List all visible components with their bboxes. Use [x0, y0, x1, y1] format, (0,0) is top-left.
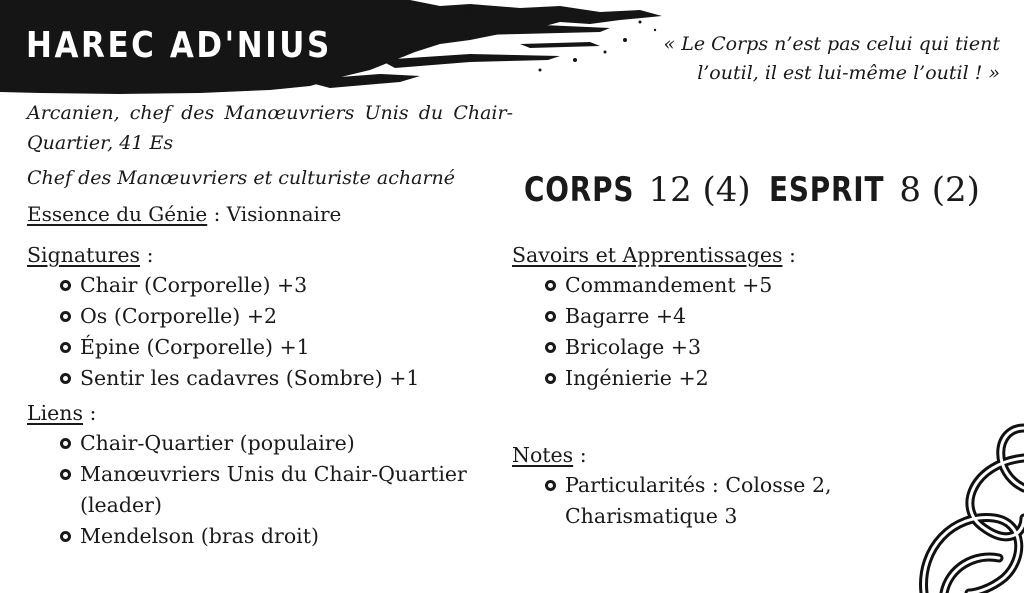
list-item: Manœuvriers Unis du Chair-Quartier (leader)	[60, 459, 500, 521]
ring-bullet-icon	[60, 280, 71, 291]
essence-value: : Visionnaire	[207, 202, 342, 226]
notes-section	[512, 440, 865, 532]
stats-line	[524, 168, 980, 212]
list-item: Épine (Corporelle) +1	[60, 332, 419, 363]
savoirs-heading: Savoirs et Apprentissages :	[512, 243, 796, 267]
ring-bullet-icon	[60, 311, 71, 322]
essence-label: Essence du Génie	[27, 202, 208, 226]
savoirs-section	[512, 240, 796, 394]
list-item: Chair (Corporelle) +3	[60, 270, 419, 301]
signatures-heading: Signatures :	[27, 243, 154, 267]
list-item: Bagarre +4	[545, 301, 796, 332]
list-item: Commandement +5	[545, 270, 796, 301]
ring-bullet-icon	[60, 469, 71, 480]
list-item: Os (Corporelle) +2	[60, 301, 419, 332]
ring-bullet-icon	[60, 438, 71, 449]
signatures-section	[27, 240, 419, 394]
ring-bullet-icon	[545, 311, 556, 322]
list-item: Chair-Quartier (populaire)	[60, 428, 500, 459]
corps-label: CORPS	[524, 170, 635, 210]
ring-bullet-icon	[545, 480, 556, 491]
notes-heading: Notes :	[512, 443, 587, 467]
ring-bullet-icon	[545, 280, 556, 291]
esprit-label: ESPRIT	[768, 170, 885, 210]
liens-section	[27, 398, 500, 552]
liens-heading: Liens :	[27, 401, 97, 425]
list-item: Mendelson (bras droit)	[60, 521, 500, 552]
list-item: Sentir les cadavres (Sombre) +1	[60, 363, 419, 394]
essence-line	[27, 200, 341, 228]
ring-bullet-icon	[545, 373, 556, 384]
character-quote: « Le Corps n’est pas celui qui tient l’outil, il est lui-même l’outil ! »	[663, 33, 1000, 84]
ring-bullet-icon	[60, 531, 71, 542]
character-name: HAREC AD'NIUS	[26, 25, 332, 66]
ring-bullet-icon	[60, 342, 71, 353]
ring-bullet-icon	[60, 373, 71, 384]
esprit-value: 8 (2)	[899, 170, 980, 210]
character-subtitle: Arcanien, chef des Manœuvriers Unis du Chair-Quartier, 41 Es	[27, 102, 513, 154]
corps-value: 12 (4)	[648, 170, 751, 210]
character-role: Chef des Manœuvriers et culturiste acharné	[27, 167, 456, 189]
list-item: Particularités : Colosse 2, Charismatique 3	[545, 470, 865, 532]
list-item: Ingénierie +2	[545, 363, 796, 394]
celtic-knot-icon	[914, 418, 1024, 593]
list-item: Bricolage +3	[545, 332, 796, 363]
ring-bullet-icon	[545, 342, 556, 353]
